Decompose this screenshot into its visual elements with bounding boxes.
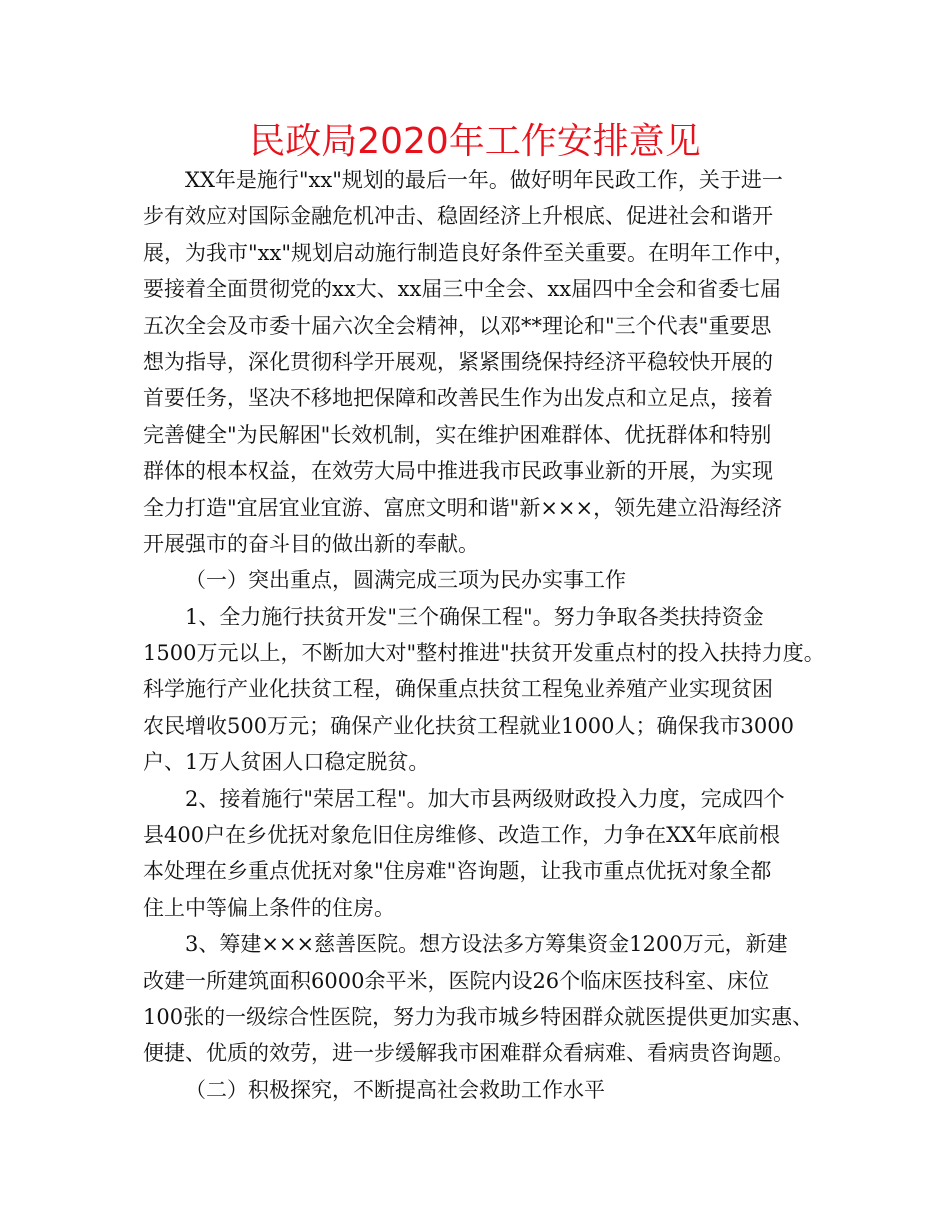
paragraph-line: 户、1万人贫困人口稳定脱贫。: [143, 750, 430, 775]
paragraph-line: 县400户在乡优抚对象危旧住房维修、改造工作，力争在XX年底前根: [143, 823, 780, 848]
paragraph-line: 农民增收500万元；确保产业化扶贫工程就业1000人；确保我市3000: [143, 713, 794, 738]
paragraph-line: 2、接着施行"荣居工程"。加大市县两级财政投入力度，完成四个: [185, 786, 785, 811]
paragraph-line: 便捷、优质的效劳，进一步缓解我市困难群众看病难、看病贵咨询题。: [143, 1041, 794, 1066]
paragraph-line: 全力打造"宜居宜业宜游、富庶文明和谐"新×××，领先建立沿海经济: [143, 495, 783, 520]
paragraph-line: 要接着全面贯彻党的xx大、xx届三中全会、xx届四中全会和省委七届: [143, 277, 782, 302]
paragraph-line: 步有效应对国际金融危机冲击、稳固经济上升根底、促进社会和谐开: [143, 204, 773, 229]
section-heading: （一）突出重点，圆满完成三项为民办实事工作: [185, 568, 626, 593]
paragraph-line: XX年是施行"xx"规划的最后一年。做好明年民政工作，关于进一: [185, 168, 783, 192]
paragraph-line: 3、筹建×××慈善医院。想方设法多方筹集资金1200万元，新建: [185, 932, 788, 957]
paragraph-line: 100张的一级综合性医院，努力为我市城乡特困群众就医提供更加实惠、: [143, 1004, 814, 1029]
paragraph-line: 五次全会及市委十届六次全会精神，以邓**理论和"三个代表"重要思: [143, 313, 772, 338]
paragraph-line: 首要任务，坚决不移地把保障和改善民生作为出发点和立足点，接着: [143, 386, 773, 411]
paragraph-line: 开展强市的奋斗目的做出新的奉献。: [143, 531, 479, 556]
paragraph-line: 1、全力施行扶贫开发"三个确保工程"。努力争取各类扶持资金: [185, 604, 764, 629]
paragraph-line: 科学施行产业化扶贫工程，确保重点扶贫工程兔业养殖产业实现贫困: [143, 677, 773, 702]
document-title: 民政局2020年工作安排意见: [249, 121, 701, 162]
paragraph-line: 完善健全"为民解困"长效机制，实在维护困难群体、优抚群体和特别: [143, 422, 772, 447]
paragraph-line: 改建一所建筑面积6000余平米，医院内设26个临床医技科室、床位: [143, 968, 770, 993]
paragraph-line: 本处理在乡重点优抚对象"住房难"咨询题，让我市重点优抚对象全都: [143, 859, 772, 884]
paragraph-line: 1500万元以上，不断加大对"整村推进"扶贫开发重点村的投入扶持力度。: [143, 641, 825, 666]
document-body: [143, 162, 833, 1108]
paragraph-line: 展，为我市"xx"规划启动施行制造良好条件至关重要。在明年工作中，: [143, 240, 796, 265]
paragraph-line: 想为指导，深化贯彻科学开展观，紧紧围绕保持经济平稳较快开展的: [143, 349, 773, 374]
section-heading: （二）积极探究，不断提高社会救助工作水平: [185, 1077, 605, 1102]
paragraph-line: 群体的根本权益，在效劳大局中推进我市民政事业新的开展，为实现: [143, 459, 773, 484]
paragraph-line: 住上中等偏上条件的住房。: [143, 895, 395, 920]
